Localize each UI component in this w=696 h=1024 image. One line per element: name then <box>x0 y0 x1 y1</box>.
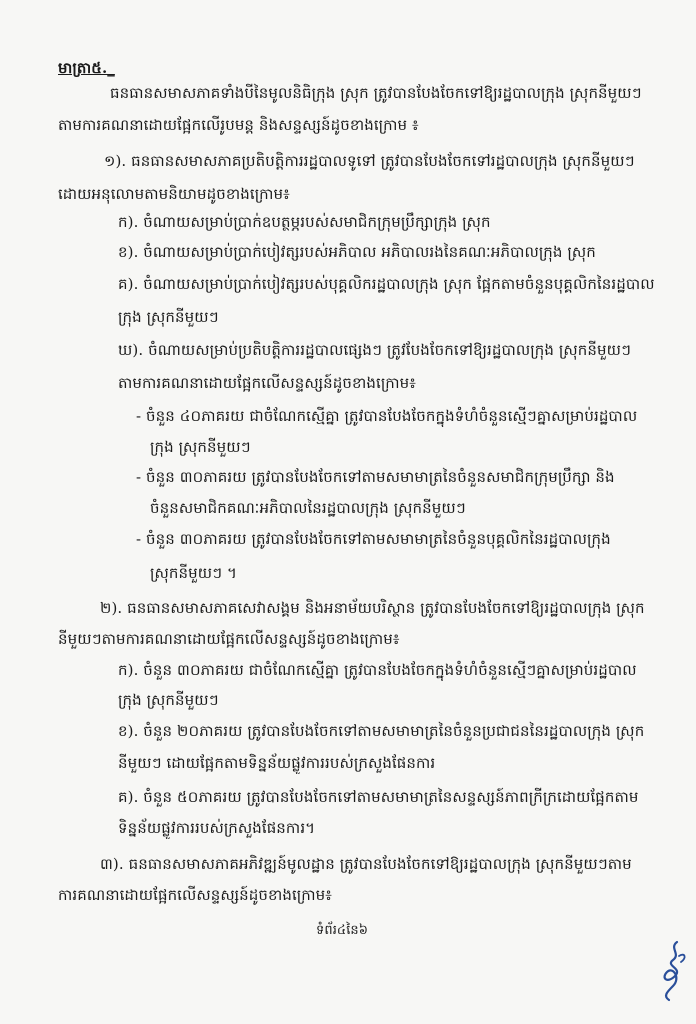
paragraph-line: ដោយអនុលោមតាមនិយាមដូចខាងក្រោម៖ <box>58 185 290 203</box>
paragraph-line: ១). ធនធានសមាសភាគប្រតិបត្តិការរដ្ឋបាលទូទៅ ត្រូវបានបែងចែកទៅរដ្ឋបាលក្រុង ស្រុកនីមួយៗ <box>104 152 635 170</box>
paragraph-line: ទិន្នន័យផ្លូវការរបស់ក្រសួងផែនការ។ <box>118 819 316 837</box>
paragraph-line: នីមួយៗ ដោយផ្អែកតាមទិន្នន័យផ្លូវការរបស់ក្រសួងផែនការ <box>118 754 436 772</box>
paragraph-line: ខ). ចំនួន ២០ភាគរយ ត្រូវបានបែងចែកទៅតាមសមាមាត្រនៃចំនួនប្រជាជននៃរដ្ឋបាលក្រុង ស្រុក <box>118 722 645 740</box>
paragraph-line: ៣). ធនធានសមាសភាគអភិវឌ្ឍន៍មូលដ្ឋាន ត្រូវបានបែងចែកទៅឱ្យរដ្ឋបាលក្រុង ស្រុកនីមួយៗតាម <box>100 855 632 873</box>
paragraph-line: ក). ចំណាយសម្រាប់ប្រាក់ឧបត្ថម្ភរបស់សមាជិកក្រុមប្រឹក្សាក្រុង ស្រុក <box>118 213 491 231</box>
bullet-line: - ចំនួន ៤០ភាគរយ ជាចំណែកស្មើគ្នា ត្រូវបានបែងចែកក្នុងទំហំចំនួនស្មើៗគ្នាសម្រាប់រដ្ឋបាល <box>136 407 638 425</box>
paragraph-line: តាមការគណនាដោយផ្អែកលើសន្ទស្សន៍ដូចខាងក្រោម៖ <box>118 374 416 392</box>
paragraph-line: ឃ). ចំណាយសម្រាប់ប្រតិបត្តិការរដ្ឋបាលផ្សេងៗ ត្រូវបែងចែកទៅឱ្យរដ្ឋបាលក្រុង ស្រុកនីមួយៗ <box>118 341 631 359</box>
paragraph-line: ក្រុង ស្រុកនីមួយៗ <box>118 691 219 709</box>
paragraph-line: គ). ចំនួន ៥០ភាគរយ ត្រូវបានបែងចែកទៅតាមសមាមាត្រនៃសន្ទស្សន៍ភាពក្រីក្រដោយផ្អែកតាម <box>118 788 639 806</box>
paragraph-line: នីមួយៗតាមការគណនាដោយផ្អែកលើសន្ទស្សន៍ដូចខាងក្រោម៖ <box>58 630 400 648</box>
paragraph-line: ក). ចំនួន ៣០ភាគរយ ជាចំណែកស្មើគ្នា ត្រូវបានបែងចែកក្នុងទំហំចំនួនស្មើៗគ្នាសម្រាប់រដ្ឋបាល <box>118 661 637 679</box>
bullet-line: ស្រុកនីមួយៗ ។ <box>150 564 237 582</box>
signature-initial <box>655 938 689 1002</box>
bullet-line: ចំនួនសមាជិកគណៈអភិបាលនៃរដ្ឋបាលក្រុង ស្រុកនីមួយៗ <box>150 499 466 517</box>
bullet-line: - ចំនួន ៣០ភាគរយ ត្រូវបានបែងចែកទៅតាមសមាមាត្រនៃចំនួនសមាជិកក្រុមប្រឹក្សា និង <box>136 468 615 486</box>
bullet-line: ក្រុង ស្រុកនីមួយៗ <box>150 438 251 456</box>
paragraph-line: ធនធានសមាសភាគទាំងបីនៃមូលនិធិក្រុង ស្រុក ត្រូវបានបែងចែកទៅឱ្យរដ្ឋបាលក្រុង ស្រុកនីមួយៗ <box>110 84 642 102</box>
paragraph-line: ក្រុង ស្រុកនីមួយៗ <box>118 308 219 326</box>
paragraph-line: ខ). ចំណាយសម្រាប់ប្រាក់បៀវត្សរបស់អភិបាល អភិបាលរងនៃគណៈអភិបាលក្រុង ស្រុក <box>118 243 596 261</box>
article-heading: មាត្រា៥._ <box>58 59 115 77</box>
paragraph-line: គ). ចំណាយសម្រាប់ប្រាក់បៀវត្សរបស់បុគ្គលិករដ្ឋបាលក្រុង ស្រុក ផ្អែកតាមចំនួនបុគ្គលិកនៃរដ្ឋបាល <box>118 275 655 293</box>
paragraph-line: ២). ធនធានសមាសភាគសេវាសង្គម និងអនាម័យបរិស្ថាន ត្រូវបានបែងចែកទៅឱ្យរដ្ឋបាលក្រុង ស្រុក <box>100 599 645 617</box>
paragraph-line: តាមការគណនាដោយផ្អែកលើរូបមន្ត និងសន្ទស្សន៍ដូចខាងក្រោម ៖ <box>58 116 419 134</box>
page-number: ទំព័រ៤នៃ៦ <box>316 923 369 938</box>
bullet-line: - ចំនួន ៣០ភាគរយ ត្រូវបានបែងចែកទៅតាមសមាមាត្រនៃចំនួនបុគ្គលិកនៃរដ្ឋបាលក្រុង <box>136 530 611 548</box>
paragraph-line: ការគណនាដោយផ្អែកលើសន្ទស្សន៍ដូចខាងក្រោម៖ <box>58 886 332 904</box>
